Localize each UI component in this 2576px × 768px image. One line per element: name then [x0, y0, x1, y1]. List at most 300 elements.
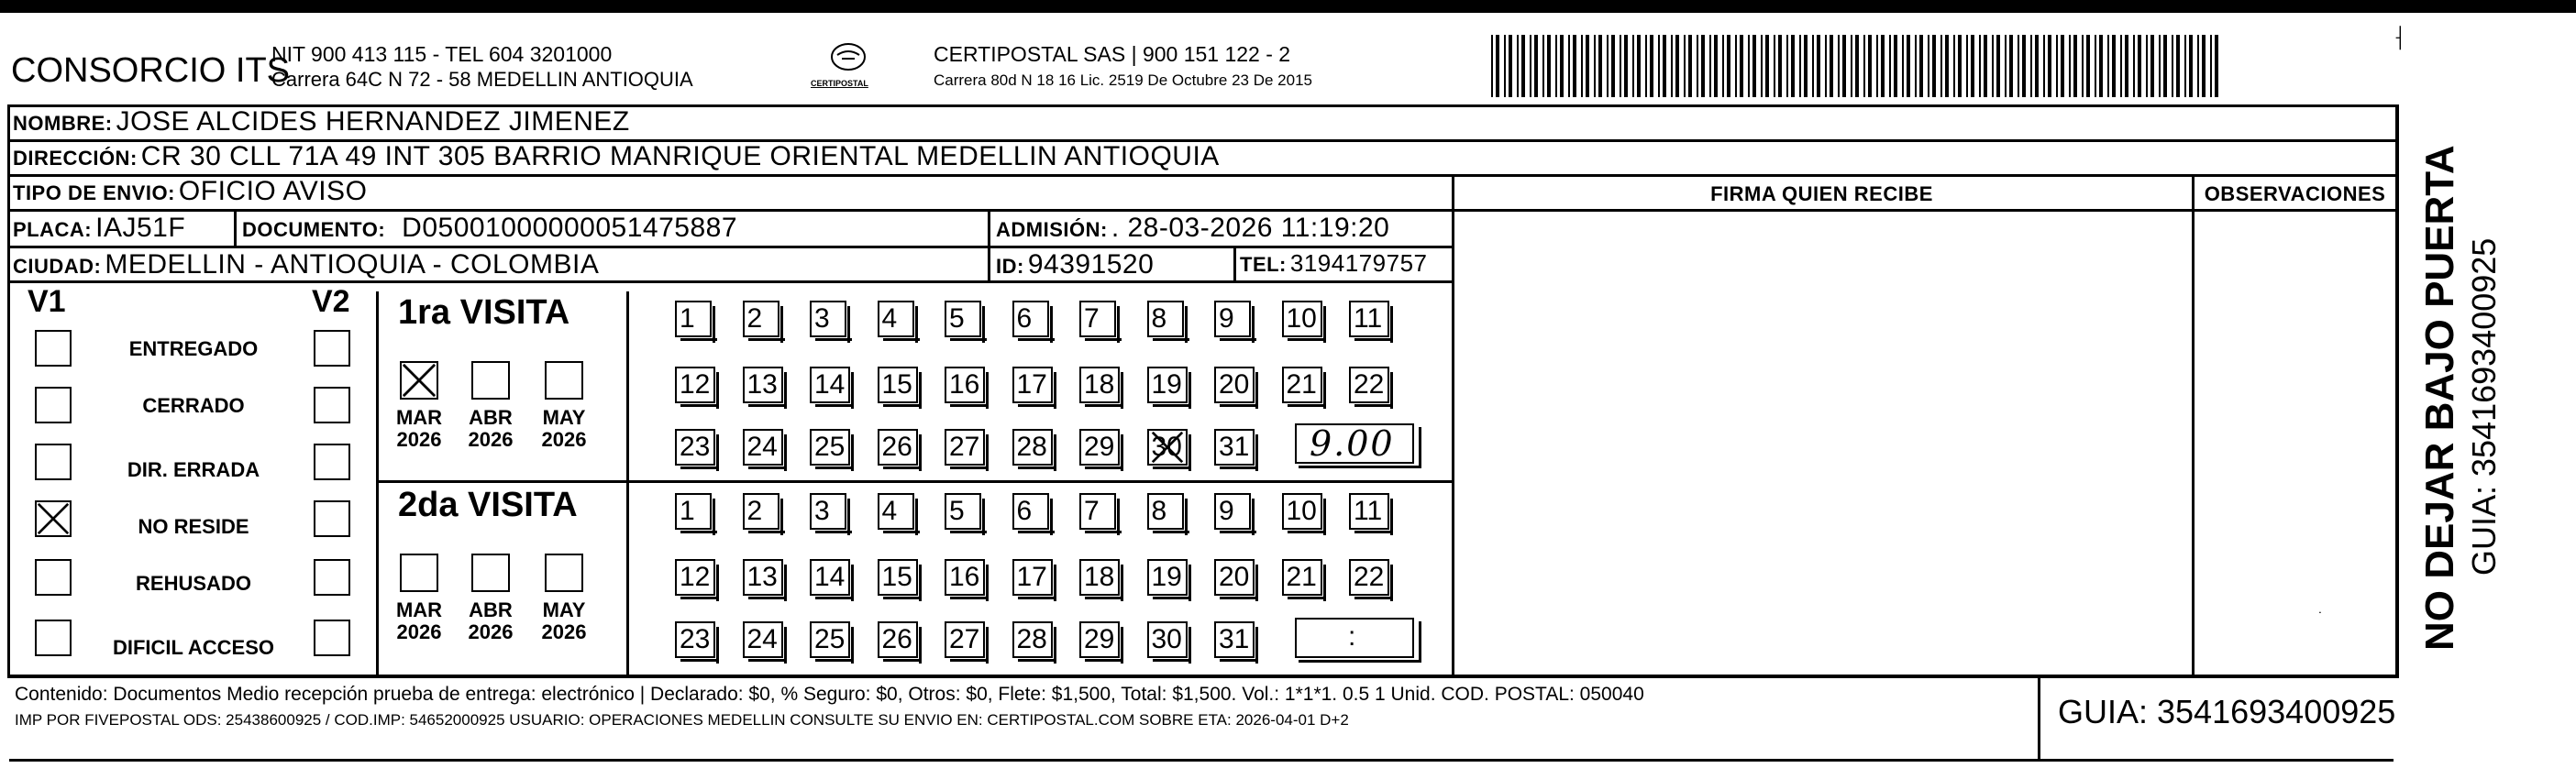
day-number: 31 [1219, 624, 1250, 654]
barcode-bar [1932, 35, 1936, 97]
barcode-bar [1953, 35, 1955, 97]
barcode-bar [1778, 35, 1782, 97]
barcode-bar [1876, 35, 1878, 97]
first-day-box[interactable] [878, 301, 914, 337]
v2-checkbox[interactable] [314, 620, 350, 656]
day-number: 10 [1286, 303, 1317, 334]
barcode-bar [1915, 35, 1917, 97]
barcode-bar [1722, 35, 1724, 97]
tel-value: 3194179757 [1289, 249, 1428, 277]
barcode-bar [1530, 35, 1531, 97]
nombre-field [13, 106, 630, 137]
barcode-bar [1752, 35, 1756, 97]
barcode-bar [1598, 35, 1602, 97]
second-day-box[interactable] [810, 493, 846, 530]
first-day-box[interactable] [1079, 367, 1120, 403]
barcode-bar [1709, 35, 1711, 97]
second-month-checkbox[interactable] [545, 554, 583, 592]
barcode-bar [1907, 35, 1910, 97]
first-month-label [387, 407, 451, 451]
barcode-bar [2215, 35, 2218, 97]
v2-checkbox[interactable] [314, 500, 350, 537]
v2-checkbox[interactable] [314, 559, 350, 596]
barcode-bar [1517, 35, 1519, 97]
barcode-bar [1996, 35, 2000, 97]
admision-field [996, 213, 1389, 244]
second-day-box[interactable] [1079, 559, 1120, 596]
second-day-box[interactable] [1147, 559, 1188, 596]
barcode-bar [1971, 35, 1974, 97]
tipo-field [13, 176, 367, 207]
first-day-box[interactable] [743, 301, 779, 337]
v1-checkbox[interactable] [35, 444, 72, 480]
first-day-box[interactable] [1214, 429, 1255, 466]
second-day-box[interactable] [1079, 493, 1116, 530]
ciudad-field [13, 249, 599, 280]
day-number: 28 [1016, 432, 1047, 462]
barcode-bar [1727, 35, 1730, 97]
barcode-bar [1825, 35, 1827, 97]
first-day-box[interactable] [1012, 367, 1053, 403]
day-number: 20 [1219, 562, 1250, 592]
day-number: 29 [1084, 432, 1115, 462]
day-number: 16 [949, 369, 980, 400]
day-number: 29 [1084, 624, 1115, 654]
day-number: 4 [881, 496, 898, 526]
stray-mark: ˙ [2318, 610, 2324, 626]
tel-field [1240, 249, 1428, 278]
second-day-box[interactable] [810, 559, 850, 596]
barcode-bar [1992, 35, 1994, 97]
barcode-bar [1607, 35, 1609, 97]
month-name: MAY [542, 598, 586, 621]
day-number: 7 [1084, 303, 1100, 334]
second-month-checkbox[interactable] [400, 554, 438, 592]
day-number: 19 [1151, 369, 1182, 400]
first-day-box[interactable] [810, 301, 846, 337]
status-label: NO RESIDE [138, 515, 249, 538]
day-number: 13 [746, 369, 778, 400]
month-name: ABR [469, 406, 513, 429]
day-number: 20 [1219, 369, 1250, 400]
status-label: CERRADO [142, 394, 245, 417]
day-number: 14 [814, 369, 846, 400]
id-value: 94391520 [1027, 249, 1155, 280]
month-name: MAR [395, 406, 443, 429]
barcode-bar [1863, 35, 1865, 97]
second-month-label [532, 599, 596, 643]
barcode-bar [1881, 35, 1885, 97]
v1-checkbox[interactable] [35, 330, 72, 367]
barcode-bar [2125, 35, 2128, 97]
v2-label: V2 [312, 284, 350, 319]
barcode-bar [1919, 35, 1923, 97]
barcode-bar [2202, 35, 2206, 97]
day-number: 23 [680, 432, 711, 462]
month-year: 2026 [468, 428, 514, 451]
admision-label: ADMISIÓN: [996, 218, 1108, 241]
day-number: 8 [1151, 303, 1167, 334]
barcode-bar [1624, 35, 1628, 97]
second-day-box[interactable] [878, 559, 918, 596]
first-day-box[interactable] [1012, 429, 1053, 466]
first-day-box[interactable] [1147, 367, 1188, 403]
second-day-box[interactable] [945, 493, 981, 530]
barcode-bar [1675, 35, 1679, 97]
first-day-box[interactable] [945, 429, 985, 466]
barcode-bar [2159, 35, 2161, 97]
barcode-bar [1889, 35, 1891, 97]
day-number: 5 [949, 303, 965, 334]
day-number: 25 [814, 432, 846, 462]
barcode-bar [1799, 35, 1801, 97]
day-number: 24 [746, 624, 778, 654]
barcode-bar [1748, 35, 1750, 97]
observaciones-label: OBSERVACIONES [2204, 182, 2386, 205]
day-number: 7 [1084, 496, 1100, 526]
first-day-box[interactable] [743, 367, 783, 403]
certipostal-logo [807, 38, 890, 99]
second-day-box[interactable] [1147, 621, 1188, 658]
barcode-bar [1663, 35, 1666, 97]
barcode-bar [2210, 35, 2212, 97]
day-number: 27 [949, 432, 980, 462]
second-month-label [387, 599, 451, 643]
day-number: 12 [680, 369, 711, 400]
barcode-bar [1701, 35, 1705, 97]
second-visit-time[interactable] [1295, 618, 1414, 658]
month-name: ABR [469, 598, 513, 621]
day-number: 17 [1016, 562, 1047, 592]
barcode-bar [1547, 35, 1551, 97]
second-day-box[interactable] [675, 621, 715, 658]
firma-label: FIRMA QUIEN RECIBE [1710, 182, 1933, 205]
second-day-box[interactable] [1147, 493, 1184, 530]
v2-checkbox[interactable] [314, 444, 350, 480]
first-visit-time-value: 9.00 [1310, 423, 1395, 464]
barcode-bar [1568, 35, 1570, 97]
first-day-box[interactable] [675, 301, 712, 337]
second-day-box[interactable] [878, 621, 918, 658]
second-day-box[interactable] [945, 621, 985, 658]
day-number: 31 [1219, 432, 1250, 462]
logo-text: CERTIPOSTAL [811, 79, 868, 88]
documento-label: DOCUMENTO: [242, 218, 386, 241]
day-number: 24 [746, 432, 778, 462]
day-number: 1 [680, 303, 695, 334]
placa-value: IAJ51F [95, 213, 186, 243]
barcode-bar [2150, 35, 2154, 97]
admision-value: . 28-03-2026 11:19:20 [1111, 213, 1390, 243]
x-mark-icon [402, 363, 437, 398]
v1-label: V1 [28, 284, 66, 319]
barcode-bar [1534, 35, 1538, 97]
v1-checkbox[interactable] [35, 559, 72, 596]
barcode-bar [2120, 35, 2122, 97]
barcode-bar [1735, 35, 1737, 97]
second-day-box[interactable] [743, 621, 783, 658]
first-day-box[interactable] [1079, 429, 1120, 466]
second-day-box[interactable] [1349, 493, 1389, 530]
day-number: 27 [949, 624, 980, 654]
second-day-box[interactable] [1012, 559, 1053, 596]
barcode-bar [2099, 35, 2103, 97]
day-number: 22 [1354, 369, 1385, 400]
first-day-box[interactable] [1147, 429, 1188, 466]
month-year: 2026 [541, 620, 587, 643]
barcode-bar [1830, 35, 1833, 97]
barcode-bar [2061, 35, 2064, 97]
month-year: 2026 [396, 428, 442, 451]
day-number: 1 [680, 496, 695, 526]
v2-checkbox[interactable] [314, 387, 350, 423]
first-day-box[interactable] [810, 367, 850, 403]
first-day-box[interactable] [810, 429, 850, 466]
first-month-checkbox[interactable] [471, 361, 510, 400]
barcode-bar [1812, 35, 1814, 97]
second-day-box[interactable] [1282, 559, 1322, 596]
second-day-box[interactable] [1012, 621, 1053, 658]
side-guia: GUIA: 3541693400925 [2465, 237, 2503, 576]
second-visit-title: 2da VISITA [398, 486, 578, 524]
tel-label: TEL: [1240, 253, 1287, 276]
barcode-bar [2176, 35, 2180, 97]
second-day-box[interactable] [743, 559, 783, 596]
day-number: 13 [746, 562, 778, 592]
second-month-checkbox[interactable] [471, 554, 510, 592]
month-name: MAY [542, 406, 586, 429]
direccion-label: DIRECCIÓN: [13, 147, 138, 170]
month-year: 2026 [396, 620, 442, 643]
barcode-bar [1740, 35, 1743, 97]
first-day-box[interactable] [1282, 367, 1322, 403]
observaciones-area[interactable] [2195, 212, 2395, 675]
barcode-bar [2112, 35, 2116, 97]
barcode-bar [1688, 35, 1692, 97]
id-label: ID: [996, 255, 1024, 278]
footer-guia: GUIA: 3541693400925 [2058, 693, 2396, 730]
barcode-bar [1868, 35, 1872, 97]
barcode-bar [1765, 35, 1769, 97]
second-day-box[interactable] [1214, 493, 1251, 530]
second-month-label [459, 599, 523, 643]
nit-line: NIT 900 413 115 - TEL 604 3201000 [271, 42, 613, 66]
day-number: 26 [881, 432, 912, 462]
first-day-box[interactable] [945, 301, 981, 337]
first-day-box[interactable] [1214, 367, 1255, 403]
first-day-box[interactable] [1349, 301, 1389, 337]
address-line: Carrera 64C N 72 - 58 MEDELLIN ANTIOQUIA [271, 68, 693, 91]
barcode-bar [2022, 35, 2026, 97]
barcode-bar [2163, 35, 2167, 97]
certipostal-address: Carrera 80d N 18 16 Lic. 2519 De Octubre 23 De 2015 [934, 71, 1312, 89]
day-number: 5 [949, 496, 965, 526]
v2-checkbox[interactable] [314, 330, 350, 367]
barcode-bar [1496, 35, 1499, 97]
top-border [0, 0, 2576, 13]
barcode-bar [1611, 35, 1615, 97]
firma-area[interactable] [1454, 212, 2192, 675]
barcode-bar [1838, 35, 1840, 97]
second-day-box[interactable] [743, 493, 779, 530]
day-number: 18 [1084, 562, 1115, 592]
day-number: 2 [746, 496, 763, 526]
barcode-bar [1684, 35, 1686, 97]
v1-checkbox[interactable] [35, 500, 72, 537]
first-day-box[interactable] [675, 429, 715, 466]
x-mark-icon [37, 502, 70, 535]
day-number: 11 [1354, 496, 1383, 526]
first-day-box[interactable] [878, 367, 918, 403]
first-day-box[interactable] [1349, 367, 1389, 403]
day-number: 8 [1151, 496, 1167, 526]
v1-checkbox[interactable] [35, 620, 72, 656]
second-visit-time-value: : [1348, 621, 1356, 652]
footer-contenido: Contenido: Documentos Medio recepción prueba de entrega: electrónico | Declarado: $0, % Seguro: $0, Otros: $0, Flete: $1,500, Total: $1,500. Vol.: 1*1*1. 0.5 1 Unid. COD. POSTAL: 050040 [15, 684, 1644, 705]
first-day-box[interactable] [1282, 301, 1322, 337]
barcode-bar [2133, 35, 2135, 97]
day-number: 23 [680, 624, 711, 654]
first-month-checkbox[interactable] [545, 361, 583, 400]
first-day-box[interactable] [878, 429, 918, 466]
day-number: 6 [1016, 496, 1033, 526]
barcode-bar [2018, 35, 2019, 97]
barcode [1491, 35, 2223, 97]
second-day-box[interactable] [945, 559, 985, 596]
second-day-box[interactable] [1214, 621, 1255, 658]
side-warning: NO DEJAR BAJO PUERTA [2417, 145, 2462, 651]
direccion-value: CR 30 CLL 71A 49 INT 305 BARRIO MANRIQUE ORIENTAL MEDELLIN ANTIOQUIA [140, 141, 1220, 171]
barcode-bar [1791, 35, 1795, 97]
barcode-bar [1555, 35, 1557, 97]
day-number: 15 [881, 369, 912, 400]
day-number: 17 [1016, 369, 1047, 400]
second-day-box[interactable] [675, 493, 712, 530]
day-number: 26 [881, 624, 912, 654]
barcode-bar [1671, 35, 1673, 97]
first-month-checkbox[interactable] [400, 361, 438, 400]
tipo-label: TIPO DE ENVIO: [13, 181, 175, 204]
second-day-box[interactable] [1349, 559, 1389, 596]
first-day-box[interactable] [1147, 301, 1184, 337]
first-month-label [532, 407, 596, 451]
barcode-bar [2172, 35, 2173, 97]
day-number: 9 [1219, 496, 1234, 526]
barcode-bar [2069, 35, 2071, 97]
second-day-box[interactable] [1079, 621, 1120, 658]
day-number: 30 [1151, 432, 1182, 462]
barcode-bar [1894, 35, 1897, 97]
first-day-box[interactable] [675, 367, 715, 403]
barcode-bar [2086, 35, 2090, 97]
nombre-label: NOMBRE: [13, 112, 113, 135]
status-label: ENTREGADO [128, 337, 259, 360]
first-visit-time[interactable] [1295, 423, 1414, 464]
month-year: 2026 [541, 428, 587, 451]
second-day-box[interactable] [1214, 559, 1255, 596]
first-day-box[interactable] [1079, 301, 1116, 337]
barcode-bar [2030, 35, 2032, 97]
barcode-bar [2107, 35, 2109, 97]
day-number: 12 [680, 562, 711, 592]
first-day-box[interactable] [1012, 301, 1049, 337]
barcode-bar [1966, 35, 1968, 97]
v1-checkbox[interactable] [35, 387, 72, 423]
barcode-bar [2073, 35, 2077, 97]
barcode-bar [2184, 35, 2186, 97]
barcode-bar [1620, 35, 1621, 97]
month-name: MAR [395, 598, 443, 621]
barcode-bar [1637, 35, 1641, 97]
barcode-bar [1509, 35, 1512, 97]
barcode-bar [2035, 35, 2039, 97]
barcode-bar [2146, 35, 2148, 97]
day-number: 3 [814, 496, 830, 526]
barcode-bar [2095, 35, 2096, 97]
day-number: 25 [814, 624, 846, 654]
barcode-bar [1697, 35, 1698, 97]
barcode-bar [1786, 35, 1788, 97]
first-day-box[interactable] [743, 429, 783, 466]
barcode-bar [1581, 35, 1583, 97]
barcode-bar [1928, 35, 1929, 97]
day-number: 30 [1151, 624, 1182, 654]
second-day-box[interactable] [878, 493, 914, 530]
first-day-box[interactable] [1214, 301, 1251, 337]
day-number: 3 [814, 303, 830, 334]
day-number: 4 [881, 303, 898, 334]
second-day-box[interactable] [810, 621, 850, 658]
x-mark-icon [1149, 431, 1186, 464]
second-day-box[interactable] [1282, 493, 1322, 530]
documento-field [242, 213, 737, 244]
first-day-box[interactable] [945, 367, 985, 403]
ciudad-value: MEDELLIN - ANTIOQUIA - COLOMBIA [105, 249, 600, 280]
barcode-bar [1573, 35, 1576, 97]
barcode-bar [1632, 35, 1634, 97]
day-number: 18 [1084, 369, 1115, 400]
side-divider [2395, 104, 2399, 678]
day-number: 6 [1016, 303, 1033, 334]
barcode-bar [1842, 35, 1846, 97]
second-day-box[interactable] [1012, 493, 1049, 530]
barcode-bar [2082, 35, 2084, 97]
day-number: 19 [1151, 562, 1182, 592]
id-field [996, 249, 1154, 280]
barcode-bar [1774, 35, 1775, 97]
barcode-bar [1645, 35, 1647, 97]
barcode-bar [1504, 35, 1506, 97]
company-name: CONSORCIO ITS [11, 51, 291, 90]
day-number: 10 [1286, 496, 1317, 526]
status-label: REHUSADO [136, 572, 251, 595]
certipostal-line: CERTIPOSTAL SAS | 900 151 122 - 2 [934, 42, 1291, 66]
barcode-bar [1521, 35, 1525, 97]
ciudad-label: CIUDAD: [13, 255, 102, 278]
barcode-bar [1851, 35, 1852, 97]
day-number: 28 [1016, 624, 1047, 654]
barcode-bar [1542, 35, 1544, 97]
day-number: 9 [1219, 303, 1234, 334]
day-number: 22 [1354, 562, 1385, 592]
day-number: 21 [1286, 562, 1317, 592]
day-number: 16 [949, 562, 980, 592]
barcode-bar [1804, 35, 1808, 97]
barcode-bar [2048, 35, 2051, 97]
second-day-box[interactable] [675, 559, 715, 596]
first-month-label [459, 407, 523, 451]
first-visit-title: 1ra VISITA [398, 293, 570, 332]
